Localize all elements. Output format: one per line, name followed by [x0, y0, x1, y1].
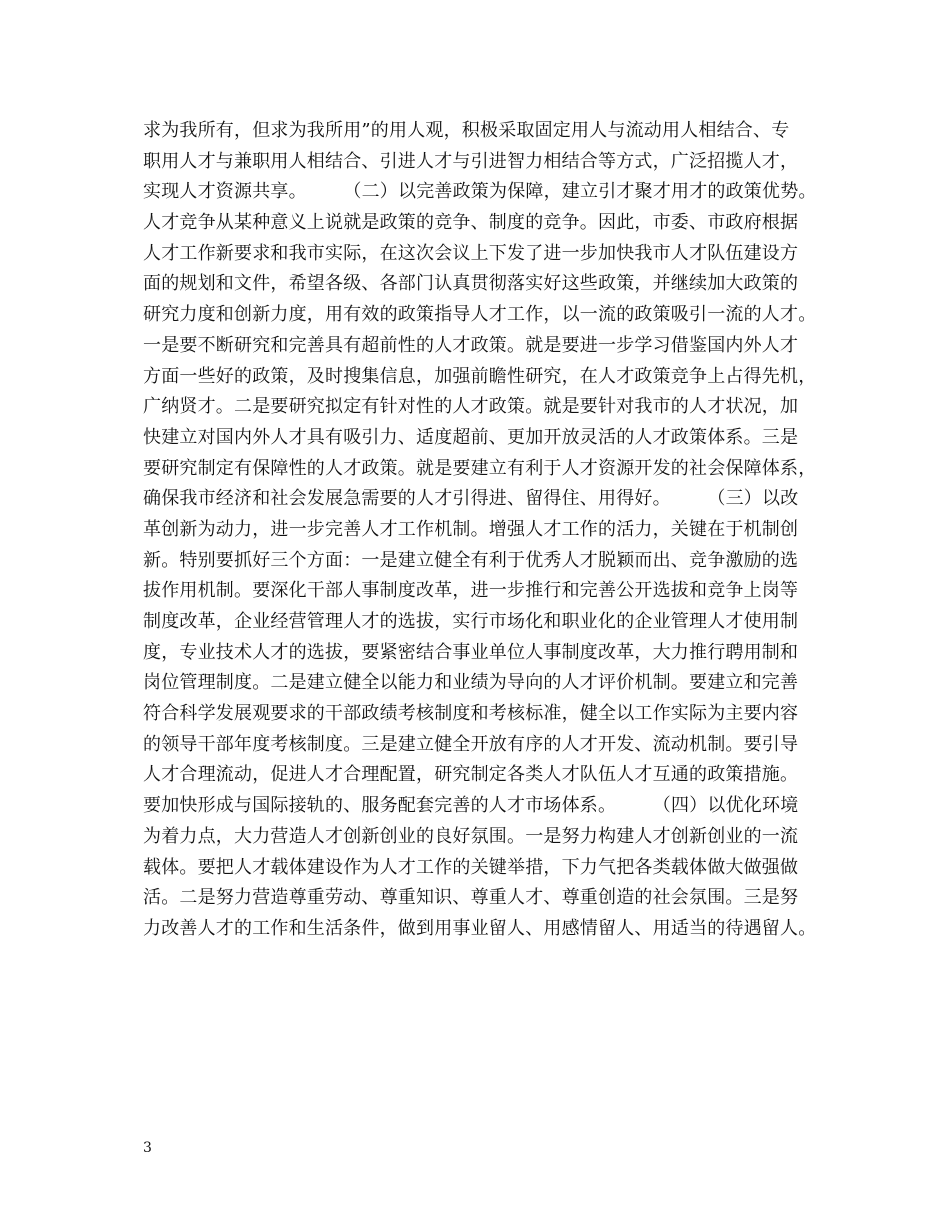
text-line: 的领导干部年度考核制度。三是建立健全开放有序的人才开发、流动机制。要引导 — [143, 733, 799, 755]
text-line: 人才竞争从某种意义上说就是政策的竞争、制度的竞争。因此，市委、市政府根据 — [143, 212, 799, 234]
text-line: 职用人才与兼职用人相结合、引进人才与引进智力相结合等方式，广泛招揽人才， — [143, 150, 799, 172]
text-line: 度，专业技术人才的选拔，要紧密结合事业单位人事制度改革，大力推行聘用制和 — [143, 641, 799, 663]
text-line: 人才工作新要求和我市实际，在这次会议上下发了进一步加快我市人才队伍建设方 — [143, 242, 799, 264]
text-line: 拔作用机制。要深化干部人事制度改革，进一步推行和完善公开选拔和竞争上岗等 — [143, 580, 799, 602]
text-line: 为着力点，大力营造人才创新创业的良好氛围。一是努力构建人才创新创业的一流 — [143, 825, 799, 847]
text-line: 革创新为动力，进一步完善人才工作机制。增强人才工作的活力，关键在于机制创 — [143, 518, 799, 540]
text-line: 要加快形成与国际接轨的、服务配套完善的人才市场体系。 （四）以优化环境 — [143, 795, 799, 817]
text-line: 方面一些好的政策，及时搜集信息，加强前瞻性研究，在人才政策竞争上占得先机， — [143, 365, 817, 387]
body-text — [143, 116, 823, 945]
text-line: 面的规划和文件，希望各级、各部门认真贯彻落实好这些政策，并继续加大政策的 — [143, 273, 799, 295]
text-line: 实现人才资源共享。 （二）以完善政策为保障，建立引才聚才用才的政策优势。 — [143, 181, 817, 203]
text-line: 求为我所有，但求为我所用”的用人观，积极采取固定用人与流动用人相结合、专 — [143, 120, 790, 141]
text-line: 人才合理流动，促进人才合理配置，研究制定各类人才队伍人才互通的政策措施。 — [143, 764, 799, 786]
text-line: 载体。要把人才载体建设作为人才工作的关键举措，下力气把各类载体做大做强做 — [143, 856, 799, 878]
text-line: 符合科学发展观要求的干部政绩考核制度和考核标准，健全以工作实际为主要内容 — [143, 703, 799, 725]
page-number: 3 — [143, 1140, 152, 1156]
text-line: 研究力度和创新力度，用有效的政策指导人才工作，以一流的政策吸引一流的人才。 — [143, 304, 817, 326]
text-line: 制度改革，企业经营管理人才的选拔，实行市场化和职业化的企业管理人才使用制 — [143, 611, 799, 632]
text-line: 新。特别要抓好三个方面：一是建立健全有利于优秀人才脱颖而出、竞争激励的选 — [143, 549, 799, 571]
text-line: 岗位管理制度。二是建立健全以能力和业绩为导向的人才评价机制。要建立和完善 — [143, 672, 799, 694]
text-line: 活。二是努力营造尊重劳动、尊重知识、尊重人才、尊重创造的社会氛围。三是努 — [143, 887, 799, 909]
text-line: 力改善人才的工作和生活条件，做到用事业留人、用感情留人、用适当的待遇留人。 — [143, 917, 817, 939]
text-line: 要研究制定有保障性的人才政策。就是要建立有利于人才资源开发的社会保障体系， — [143, 457, 817, 479]
text-line: 确保我市经济和社会发展急需要的人才引得进、留得住、用得好。 （三）以改 — [143, 488, 799, 510]
text-line: 广纳贤才。二是要研究拟定有针对性的人才政策。就是要针对我市的人才状况，加 — [143, 396, 799, 418]
text-line: 一是要不断研究和完善具有超前性的人才政策。就是要进一步学习借鉴国内外人才 — [143, 334, 799, 356]
text-line: 快建立对国内外人才具有吸引力、适度超前、更加开放灵活的人才政策体系。三是 — [143, 426, 799, 448]
